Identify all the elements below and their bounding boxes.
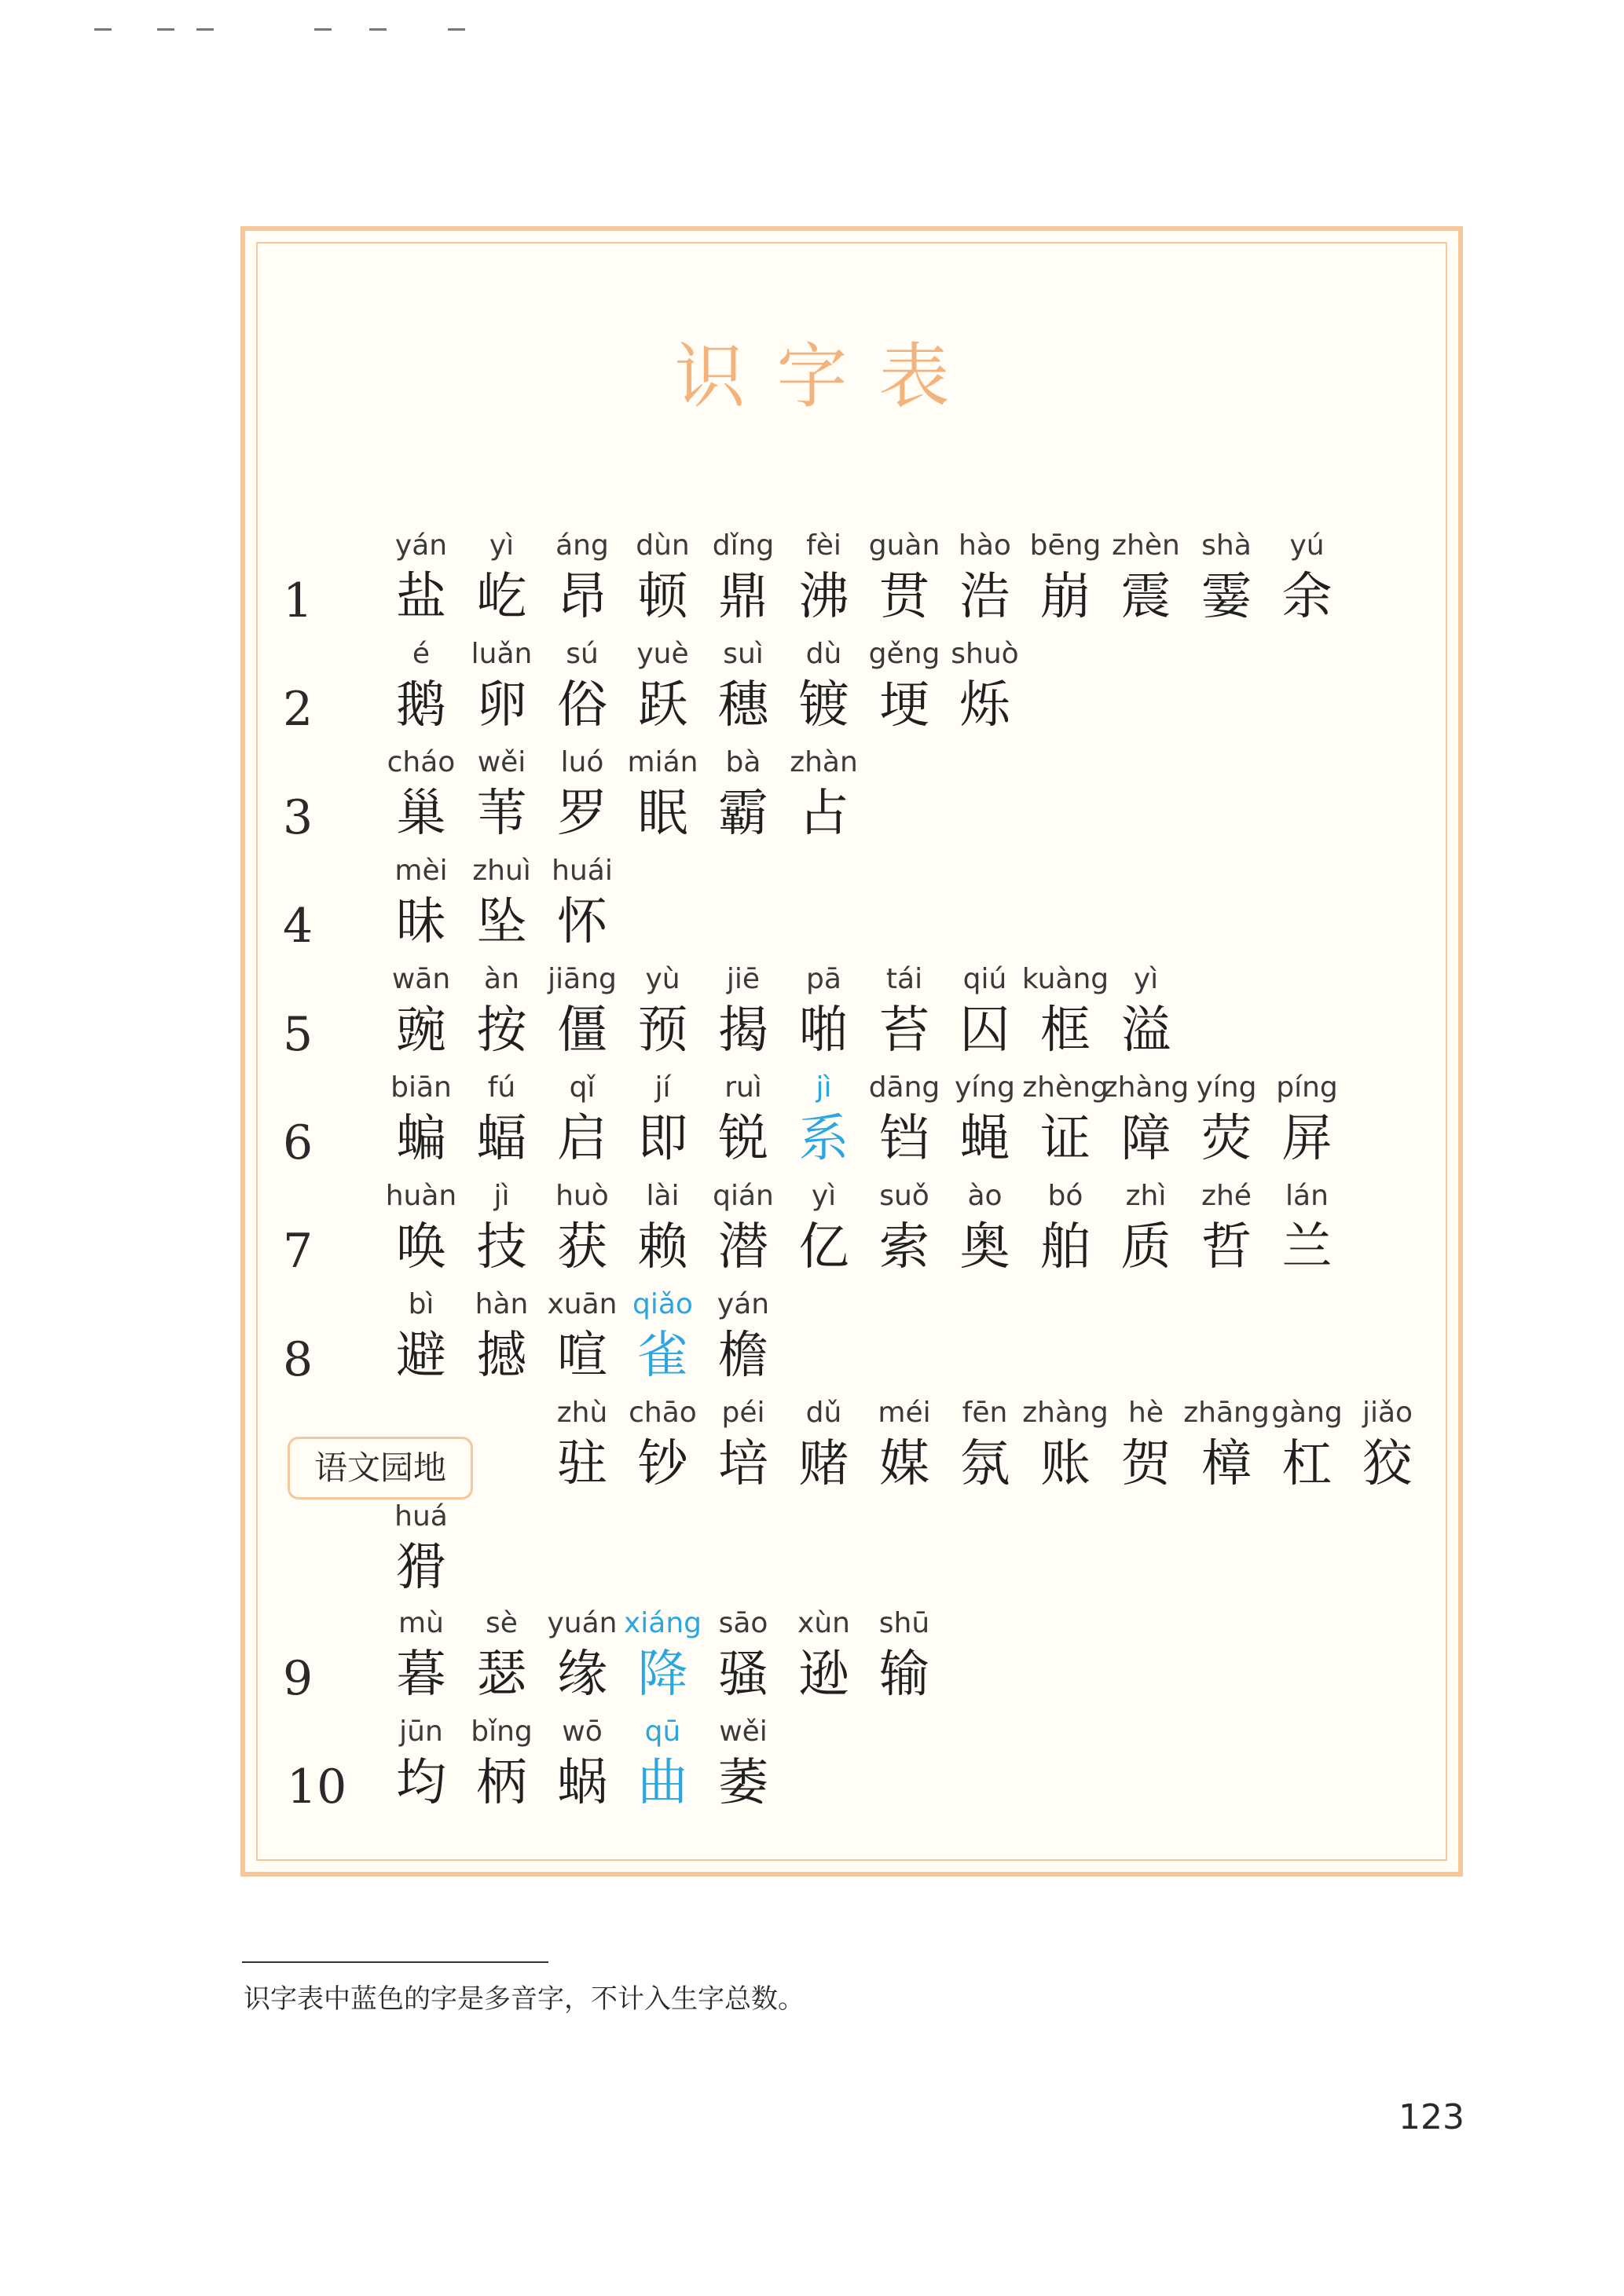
pinyin: suǒ [879, 1180, 929, 1212]
hanzi: 占 [798, 785, 849, 843]
pinyin: bǐng [471, 1716, 533, 1748]
pinyin: xuān [547, 1288, 618, 1320]
pinyin: hè [1128, 1397, 1164, 1429]
pinyin: chāo [629, 1397, 697, 1429]
hanzi: 屏 [1281, 1110, 1333, 1168]
character-cell [542, 851, 622, 954]
table-row [0, 635, 1624, 737]
hanzi: 索 [879, 1218, 929, 1276]
pinyin: zhāng [1183, 1397, 1270, 1429]
pinyin: hào [959, 529, 1011, 562]
hanzi: 猾 [396, 1539, 446, 1597]
hanzi: 苇 [476, 785, 527, 843]
hanzi: 俗 [557, 676, 607, 734]
pinyin: zhèn [1112, 529, 1180, 562]
pinyin: jiǎo [1362, 1397, 1413, 1429]
pinyin: zhù [556, 1397, 608, 1429]
pinyin: mián [627, 746, 698, 778]
hanzi: 杠 [1281, 1435, 1333, 1493]
pinyin: kuàng [1021, 963, 1109, 995]
hanzi: 系 [798, 1110, 849, 1168]
pinyin: yì [811, 1180, 837, 1212]
table-row [0, 1285, 1624, 1387]
hanzi: 贺 [1120, 1435, 1171, 1493]
hanzi: 赌 [798, 1435, 849, 1493]
hanzi: 蝇 [959, 1110, 1010, 1168]
hanzi: 蝠 [476, 1110, 527, 1168]
hanzi: 僵 [557, 1002, 607, 1060]
hanzi: 揭 [718, 1002, 768, 1060]
hanzi: 证 [1040, 1110, 1091, 1168]
hanzi: 啪 [798, 1002, 849, 1060]
hanzi: 即 [637, 1110, 688, 1168]
hanzi: 崩 [1040, 568, 1091, 626]
pinyin: yán [394, 529, 448, 562]
pinyin: zhàng [1022, 1397, 1109, 1429]
character-cell [703, 1285, 783, 1387]
pinyin: yíng [955, 1071, 1015, 1104]
section-badge: 语文园地 [288, 1437, 473, 1500]
pinyin: luó [560, 746, 604, 778]
lesson-number: 4 [283, 899, 313, 954]
hanzi: 质 [1120, 1218, 1171, 1276]
hanzi: 荧 [1201, 1110, 1252, 1168]
hanzi: 昧 [396, 893, 446, 951]
pinyin: qián [713, 1180, 774, 1212]
hanzi: 氛 [959, 1435, 1010, 1493]
table-row [0, 1712, 1624, 1814]
scan-mark [157, 28, 174, 31]
character-cell [864, 1604, 944, 1706]
pinyin: fú [487, 1071, 516, 1104]
hanzi: 降 [637, 1646, 688, 1704]
hanzi: 避 [396, 1327, 446, 1385]
pinyin: sāo [718, 1607, 768, 1639]
pinyin: qū [644, 1716, 681, 1748]
table-row [0, 526, 1624, 628]
pinyin: gěng [868, 638, 940, 670]
hanzi: 昂 [557, 568, 607, 626]
pinyin: sú [566, 638, 599, 670]
hanzi: 沸 [798, 568, 849, 626]
character-cell [703, 1712, 783, 1814]
pinyin: shū [878, 1607, 930, 1639]
pinyin: zhuì [472, 855, 531, 887]
hanzi: 震 [1120, 568, 1171, 626]
hanzi: 鹅 [396, 676, 446, 734]
character-cell [784, 743, 864, 845]
hanzi: 钞 [637, 1435, 688, 1493]
pinyin: hàn [475, 1288, 529, 1320]
hanzi: 瑟 [476, 1646, 527, 1704]
footnote-rule [242, 1961, 548, 1963]
table-row [0, 1393, 1624, 1496]
pinyin: mù [398, 1607, 444, 1639]
pinyin: yù [645, 963, 680, 995]
hanzi: 贯 [879, 568, 929, 626]
pinyin: dǔ [805, 1397, 842, 1429]
pinyin: guàn [868, 529, 940, 562]
hanzi: 镀 [798, 676, 849, 734]
hanzi: 樟 [1201, 1435, 1252, 1493]
table-row [0, 1497, 1624, 1599]
pinyin: fèi [806, 529, 841, 562]
character-cell [1347, 1393, 1428, 1496]
hanzi: 坠 [476, 893, 527, 951]
pinyin: dāng [868, 1071, 940, 1104]
pinyin: zhé [1201, 1180, 1252, 1212]
pinyin: huàn [385, 1180, 457, 1212]
hanzi: 余 [1281, 568, 1333, 626]
hanzi: 潜 [718, 1218, 768, 1276]
character-cell [1106, 960, 1186, 1062]
table-row [0, 743, 1624, 845]
hanzi: 账 [1040, 1435, 1091, 1493]
hanzi: 障 [1120, 1110, 1171, 1168]
pinyin: méi [878, 1397, 931, 1429]
lesson-number: 10 [287, 1760, 347, 1814]
scan-mark [94, 28, 112, 31]
hanzi: 雀 [637, 1327, 688, 1385]
hanzi: 框 [1040, 1002, 1091, 1060]
hanzi: 按 [476, 1002, 527, 1060]
hanzi: 撼 [476, 1327, 527, 1385]
hanzi: 溢 [1120, 1002, 1171, 1060]
pinyin: pā [806, 963, 841, 995]
hanzi: 暮 [396, 1646, 446, 1704]
character-cell [1267, 1177, 1347, 1279]
pinyin: dǐng [712, 529, 775, 562]
pinyin: wō [562, 1716, 603, 1748]
pinyin: zhàn [790, 746, 858, 778]
pinyin: cháo [387, 746, 456, 778]
pinyin: wěi [719, 1716, 768, 1748]
hanzi: 怀 [557, 893, 607, 951]
hanzi: 启 [557, 1110, 607, 1168]
character-cell [381, 1497, 461, 1599]
hanzi: 卵 [476, 676, 527, 734]
hanzi: 烁 [959, 676, 1010, 734]
hanzi: 穗 [718, 676, 768, 734]
pinyin: yú [1289, 529, 1325, 562]
pinyin: dù [805, 638, 842, 670]
hanzi: 技 [476, 1218, 527, 1276]
table-row [0, 1604, 1624, 1706]
pinyin: luǎn [471, 638, 533, 670]
character-cell [1267, 526, 1347, 628]
pinyin: sè [486, 1607, 518, 1639]
pinyin: bēng [1029, 529, 1102, 562]
hanzi: 盐 [396, 568, 446, 626]
pinyin: zhì [1125, 1180, 1167, 1212]
hanzi: 锐 [718, 1110, 768, 1168]
hanzi: 输 [879, 1646, 929, 1704]
pinyin: huá [394, 1500, 448, 1532]
pinyin: huò [555, 1180, 609, 1212]
pinyin: tái [885, 963, 923, 995]
hanzi: 萎 [718, 1754, 768, 1812]
scan-mark [369, 28, 387, 31]
pinyin: huái [552, 855, 613, 887]
hanzi: 蜗 [557, 1754, 607, 1812]
pinyin: ruì [724, 1071, 762, 1104]
table-row [0, 1177, 1624, 1279]
scan-mark [314, 28, 332, 31]
pinyin: wěi [477, 746, 526, 778]
pinyin: yuè [636, 638, 689, 670]
pinyin: yì [1133, 963, 1159, 995]
scan-mark [448, 28, 465, 31]
hanzi: 唤 [396, 1218, 446, 1276]
hanzi: 跃 [637, 676, 688, 734]
hanzi: 培 [718, 1435, 768, 1493]
pinyin: jūn [399, 1716, 443, 1748]
pinyin: suì [723, 638, 764, 670]
hanzi: 鼎 [718, 568, 768, 626]
pinyin: qǐ [569, 1071, 596, 1104]
pinyin: yán [717, 1288, 770, 1320]
hanzi: 曲 [637, 1754, 688, 1812]
hanzi: 铛 [879, 1110, 929, 1168]
pinyin: xùn [797, 1607, 850, 1639]
lesson-number: 1 [283, 573, 313, 628]
hanzi: 霸 [718, 785, 768, 843]
pinyin: zhàng [1102, 1071, 1190, 1104]
hanzi: 顿 [637, 568, 688, 626]
pinyin: fēn [962, 1397, 1008, 1429]
page-number: 123 [1399, 2097, 1465, 2137]
hanzi: 囚 [959, 1002, 1010, 1060]
pinyin: é [412, 638, 431, 670]
hanzi: 苔 [879, 1002, 929, 1060]
pinyin: péi [721, 1397, 765, 1429]
hanzi: 奥 [959, 1218, 1010, 1276]
table-row [0, 960, 1624, 1062]
hanzi: 兰 [1281, 1218, 1333, 1276]
page-title: 识字表 [674, 335, 981, 418]
pinyin: lán [1285, 1180, 1329, 1212]
hanzi: 浩 [959, 568, 1010, 626]
hanzi: 柄 [476, 1754, 527, 1812]
hanzi: 媒 [879, 1435, 929, 1493]
pinyin: zhèng [1022, 1071, 1109, 1104]
pinyin: yuán [547, 1607, 618, 1639]
hanzi: 眠 [637, 785, 688, 843]
hanzi: 预 [637, 1002, 688, 1060]
pinyin: yíng [1196, 1071, 1257, 1104]
table-row [0, 851, 1624, 954]
pinyin: bó [1047, 1180, 1083, 1212]
lesson-number: 6 [283, 1115, 313, 1170]
pinyin: qiú [962, 963, 1007, 995]
pinyin: mèi [394, 855, 448, 887]
lesson-number: 2 [283, 682, 313, 737]
pinyin: gàng [1271, 1397, 1343, 1429]
pinyin: jì [493, 1180, 510, 1212]
pinyin: ào [967, 1180, 1003, 1212]
hanzi: 狡 [1362, 1435, 1413, 1493]
hanzi: 霎 [1201, 568, 1252, 626]
hanzi: 驻 [557, 1435, 607, 1493]
pinyin: lài [646, 1180, 680, 1212]
pinyin: jiāng [548, 963, 617, 995]
lesson-number: 9 [283, 1651, 313, 1706]
hanzi: 喧 [557, 1327, 607, 1385]
pinyin: bì [408, 1288, 434, 1320]
hanzi: 均 [396, 1754, 446, 1812]
pinyin: àn [484, 963, 519, 995]
pinyin: áng [555, 529, 609, 562]
pinyin: jì [816, 1071, 832, 1104]
lesson-number: 5 [283, 1007, 313, 1062]
hanzi: 屹 [476, 568, 527, 626]
pinyin: píng [1276, 1071, 1338, 1104]
pinyin: jiē [726, 963, 761, 995]
hanzi: 罗 [557, 785, 607, 843]
hanzi: 亿 [798, 1218, 849, 1276]
hanzi: 檐 [718, 1327, 768, 1385]
hanzi: 埂 [879, 676, 929, 734]
character-cell [1267, 1068, 1347, 1170]
hanzi: 骚 [718, 1646, 768, 1704]
hanzi: 巢 [396, 785, 446, 843]
scan-mark [196, 28, 214, 31]
hanzi: 蝙 [396, 1110, 446, 1168]
pinyin: biān [390, 1071, 452, 1104]
pinyin: yì [489, 529, 515, 562]
hanzi: 逊 [798, 1646, 849, 1704]
character-cell [945, 635, 1025, 737]
pinyin: wān [391, 963, 451, 995]
pinyin: xiáng [623, 1607, 702, 1639]
pinyin: shuò [951, 638, 1019, 670]
footnote: 识字表中蓝色的字是多音字，不计入生字总数。 [244, 1983, 805, 2015]
hanzi: 赖 [637, 1218, 688, 1276]
pinyin: qiǎo [632, 1288, 693, 1320]
lesson-number: 3 [283, 790, 313, 845]
pinyin: jí [654, 1071, 671, 1104]
pinyin: dùn [636, 529, 690, 562]
hanzi: 获 [557, 1218, 607, 1276]
hanzi: 豌 [396, 1002, 446, 1060]
pinyin: shà [1201, 529, 1252, 562]
table-row [0, 1068, 1624, 1170]
lesson-number: 7 [283, 1224, 313, 1279]
hanzi: 缘 [557, 1646, 607, 1704]
hanzi: 舶 [1040, 1218, 1091, 1276]
lesson-number: 8 [283, 1332, 313, 1387]
hanzi: 哲 [1201, 1218, 1252, 1276]
pinyin: bà [725, 746, 761, 778]
